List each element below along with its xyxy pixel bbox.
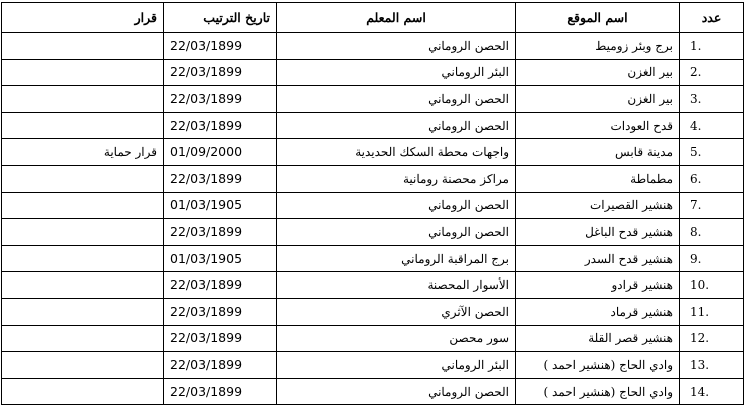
cell-site: هنشير القصيرات [516, 192, 680, 219]
cell-site: برج وبئر زوميط [516, 33, 680, 60]
cell-decision [2, 192, 164, 219]
cell-decision [2, 352, 164, 379]
cell-monument: البئر الروماني [277, 59, 516, 86]
table-row [2, 59, 744, 86]
cell-num: .6 [680, 165, 744, 192]
cell-decision [2, 378, 164, 405]
cell-num: .8 [680, 219, 744, 246]
cell-site: هنشير قدح الباغل [516, 219, 680, 246]
cell-site: وادي الحاج (هنشير احمد ) [516, 378, 680, 405]
cell-site: وادي الحاج (هنشير احمد ) [516, 352, 680, 379]
cell-decision [2, 33, 164, 60]
cell-monument: الحصن الآثري [277, 298, 516, 325]
cell-decision [2, 219, 164, 246]
cell-monument: الحصن الروماني [277, 33, 516, 60]
table-row [2, 298, 744, 325]
cell-decision [2, 245, 164, 272]
table-row [2, 112, 744, 139]
cell-decision [2, 325, 164, 352]
cell-date: 22/03/1899 [164, 112, 277, 139]
cell-num: .10 [680, 272, 744, 299]
cell-num: .4 [680, 112, 744, 139]
cell-num: .12 [680, 325, 744, 352]
cell-num: .14 [680, 378, 744, 405]
cell-num: .9 [680, 245, 744, 272]
cell-site: مطماطة [516, 165, 680, 192]
cell-num: .3 [680, 86, 744, 113]
cell-monument: البئر الروماني [277, 352, 516, 379]
cell-num: .5 [680, 139, 744, 166]
cell-decision [2, 165, 164, 192]
cell-site: هنشير قصر القلة [516, 325, 680, 352]
cell-decision [2, 86, 164, 113]
cell-monument: الحصن الروماني [277, 112, 516, 139]
cell-monument: الحصن الروماني [277, 86, 516, 113]
table-row [2, 272, 744, 299]
cell-decision [2, 272, 164, 299]
cell-date: 22/03/1899 [164, 325, 277, 352]
table-row [2, 86, 744, 113]
header-decision: قرار [2, 3, 164, 33]
cell-monument: الحصن الروماني [277, 219, 516, 246]
cell-date: 01/09/2000 [164, 139, 277, 166]
cell-decision [2, 112, 164, 139]
cell-date: 22/03/1899 [164, 86, 277, 113]
cell-date: 22/03/1899 [164, 59, 277, 86]
cell-date: 22/03/1899 [164, 298, 277, 325]
table-row [2, 192, 744, 219]
cell-date: 22/03/1899 [164, 33, 277, 60]
table-row [2, 325, 744, 352]
cell-site: بير الغزن [516, 86, 680, 113]
cell-num: .7 [680, 192, 744, 219]
cell-date: 22/03/1899 [164, 272, 277, 299]
cell-date: 01/03/1905 [164, 245, 277, 272]
cell-date: 22/03/1899 [164, 378, 277, 405]
table-row [2, 378, 744, 405]
cell-decision [2, 298, 164, 325]
table-header-row [2, 3, 744, 33]
cell-num: .2 [680, 59, 744, 86]
table-row [2, 165, 744, 192]
header-site: اسم الموقع [516, 3, 680, 33]
cell-date: 22/03/1899 [164, 165, 277, 192]
table-row [2, 352, 744, 379]
header-monument: اسم المعلم [277, 3, 516, 33]
cell-monument: مراكز محصنة رومانية [277, 165, 516, 192]
header-date: تاريخ الترتيب [164, 3, 277, 33]
cell-date: 01/03/1905 [164, 192, 277, 219]
cell-site: هنشير قرادو [516, 272, 680, 299]
cell-site: قدح العودات [516, 112, 680, 139]
table-row [2, 139, 744, 166]
header-num: عدد [680, 3, 744, 33]
monuments-table [1, 2, 744, 405]
table-row [2, 219, 744, 246]
table-row [2, 33, 744, 60]
cell-date: 22/03/1899 [164, 219, 277, 246]
cell-decision [2, 59, 164, 86]
cell-decision: قرار حماية [2, 139, 164, 166]
cell-monument: الحصن الروماني [277, 192, 516, 219]
cell-site: هنشير قدح السدر [516, 245, 680, 272]
cell-monument: سور محصن [277, 325, 516, 352]
cell-num: .13 [680, 352, 744, 379]
cell-num: .1 [680, 33, 744, 60]
table-row [2, 245, 744, 272]
cell-monument: الحصن الروماني [277, 378, 516, 405]
cell-num: .11 [680, 298, 744, 325]
cell-date: 22/03/1899 [164, 352, 277, 379]
cell-site: بير الغزن [516, 59, 680, 86]
cell-site: هنشير قرماد [516, 298, 680, 325]
cell-monument: واجهات محطة السكك الحديدية [277, 139, 516, 166]
table-body [2, 33, 744, 405]
cell-monument: برج المراقبة الروماني [277, 245, 516, 272]
cell-site: مدينة قابس [516, 139, 680, 166]
cell-monument: الأسوار المحصنة [277, 272, 516, 299]
